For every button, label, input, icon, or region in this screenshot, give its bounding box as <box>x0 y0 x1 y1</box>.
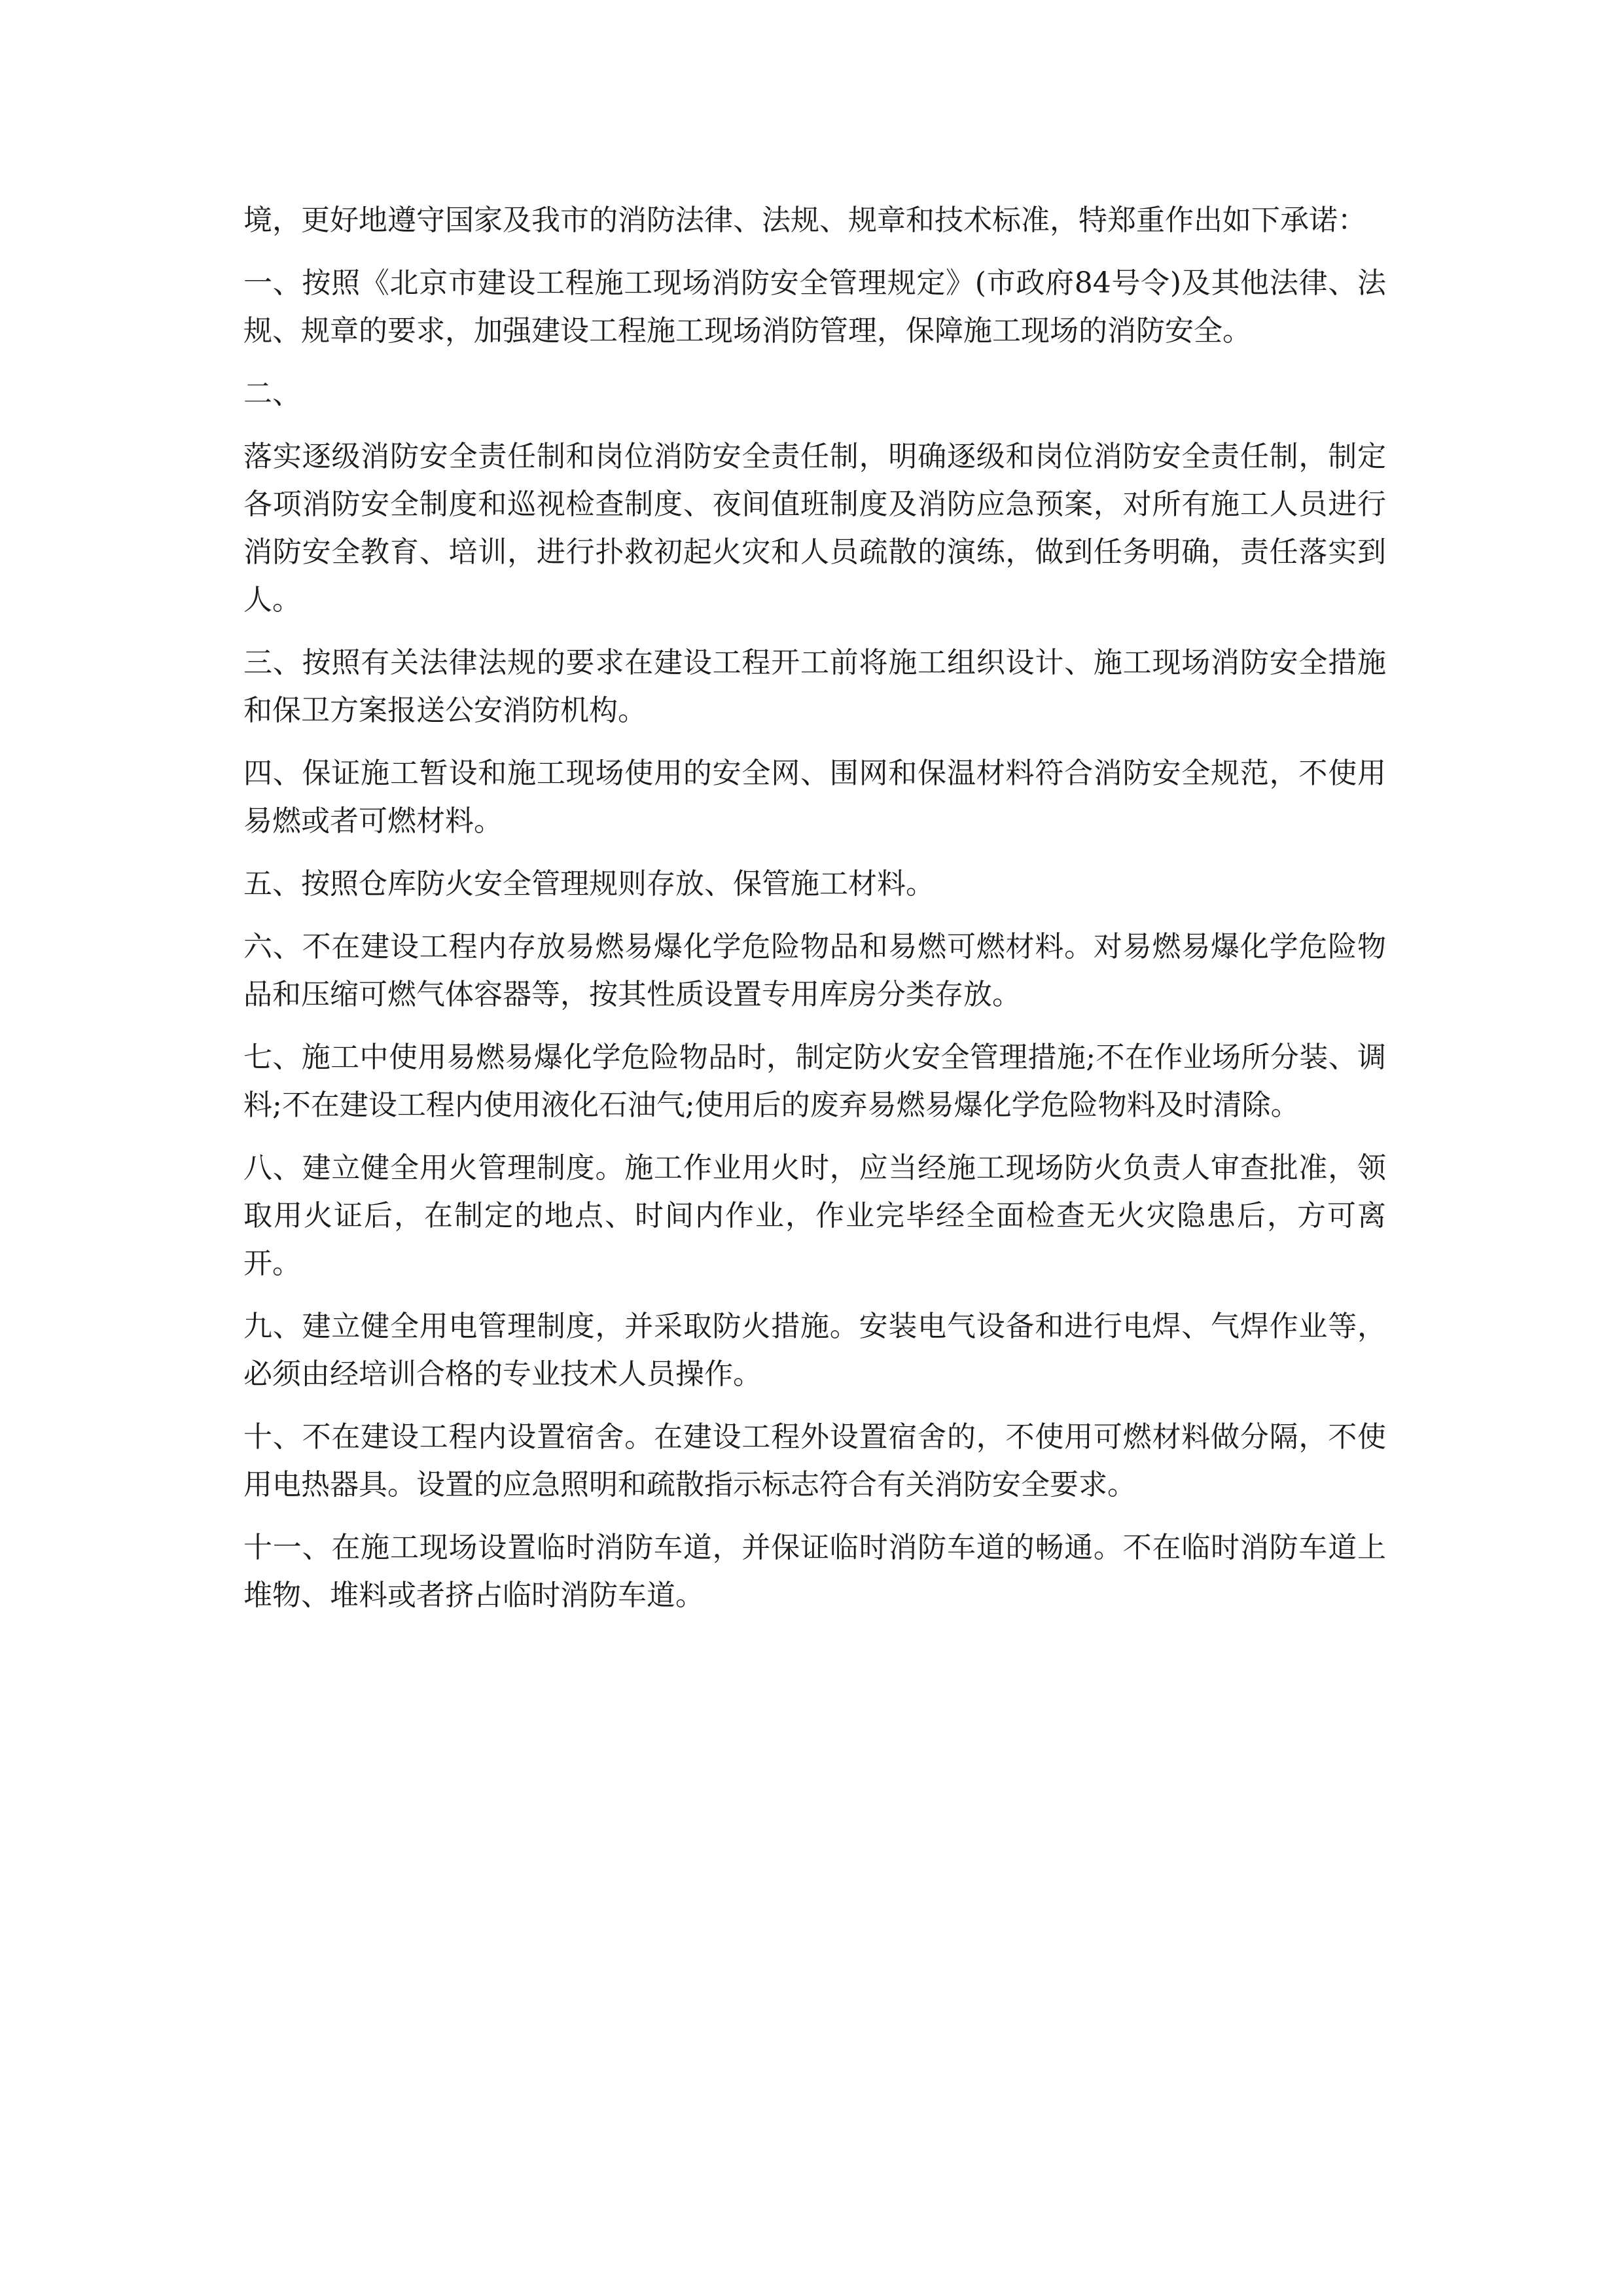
paragraph-item-8: 八、建立健全用火管理制度。施工作业用火时，应当经施工现场防火负责人审查批准，领取用火证后，在制定的地点、时间内作业，作业完毕经全面检查无火灾隐患后，方可离开。 <box>243 1151 1386 1280</box>
paragraph-item-11: 十一、在施工现场设置临时消防车道，并保证临时消防车道的畅通。不在临时消防车道上堆物、堆料或者挤占临时消防车道。 <box>243 1531 1386 1612</box>
paragraph-item-4: 四、保证施工暂设和施工现场使用的安全网、围网和保温材料符合消防安全规范，不使用易燃或者可燃材料。 <box>243 757 1386 838</box>
paragraph-item-3: 三、按照有关法律法规的要求在建设工程开工前将施工组织设计、施工现场消防安全措施和保卫方案报送公安消防机构。 <box>243 646 1386 727</box>
paragraph-item-7: 七、施工中使用易燃易爆化学危险物品时，制定防火安全管理措施;不在作业场所分装、调料;不在建设工程内使用液化石油气;使用后的废弃易燃易爆化学危险物料及时清除。 <box>243 1041 1386 1122</box>
paragraph-item-9: 九、建立健全用电管理制度，并采取防火措施。安装电气设备和进行电焊、气焊作业等，必须由经培训合格的专业技术人员操作。 <box>243 1310 1386 1391</box>
paragraph-item-6: 六、不在建设工程内存放易燃易爆化学危险物品和易燃可燃材料。对易燃易爆化学危险物品和压缩可燃气体容器等，按其性质设置专用库房分类存放。 <box>243 930 1386 1011</box>
paragraph-item-2: 落实逐级消防安全责任制和岗位消防安全责任制，明确逐级和岗位消防安全责任制，制定各项消防安全制度和巡视检查制度、夜间值班制度及消防应急预案，对所有施工人员进行消防安全教育、培训，进行扑救初起火灾和人员疏散的演练，做到任务明确，责任落实到人。 <box>243 440 1386 617</box>
paragraph-item-1: 一、按照《北京市建设工程施工现场消防安全管理规定》(市政府84号令)及其他法律、法规、规章的要求，加强建设工程施工现场消防管理，保障施工现场的消防安全。 <box>243 266 1386 348</box>
document-body <box>243 196 1386 1634</box>
paragraph-item-2-heading: 二、 <box>243 377 301 410</box>
paragraph-intro-continuation: 境，更好地遵守国家及我市的消防法律、法规、规章和技术标准，特郑重作出如下承诺： <box>243 204 1366 237</box>
paragraph-item-5: 五、按照仓库防火安全管理规则存放、保管施工材料。 <box>243 867 935 901</box>
paragraph-item-10: 十、不在建设工程内设置宿舍。在建设工程外设置宿舍的，不使用可燃材料做分隔，不使用电热器具。设置的应急照明和疏散指示标志符合有关消防安全要求。 <box>243 1420 1386 1501</box>
